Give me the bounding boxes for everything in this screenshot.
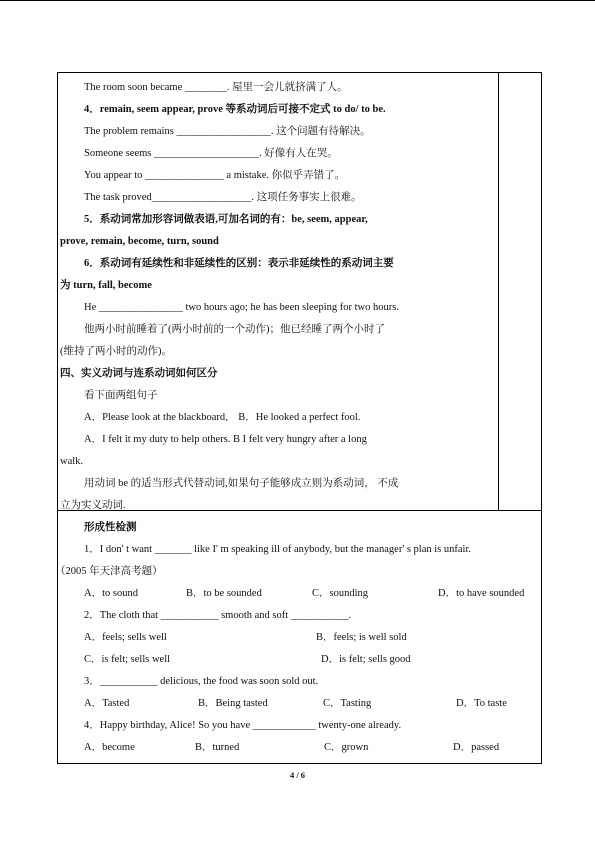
q3-option-a: A．Tasted	[84, 698, 130, 709]
text-line: Someone seems ____________________. 好像有人在哭。	[84, 148, 338, 159]
text-line: The task proved___________________. 这项任务事实上很难。	[84, 192, 362, 203]
question-3: 3．___________ delicious, the food was soon sold out.	[84, 676, 319, 687]
question-4: 4．Happy birthday, Alice! So you have ____________ twenty-one already.	[84, 720, 402, 731]
text-line: 5．系动词常加形容词做表语,可加名词的有：be, seem, appear,	[84, 214, 368, 225]
q4-option-a: A．become	[84, 742, 135, 753]
text-line: 为 turn, fall, become	[60, 280, 152, 291]
text-line: A．I felt it my duty to help others. B I felt very hungry after a long	[84, 434, 367, 445]
text-line: He ________________ two hours ago; he has been sleeping for two hours.	[84, 302, 399, 313]
q4-option-c: C．grown	[324, 742, 369, 753]
section-title: 形成性检测	[84, 522, 137, 533]
text-line: walk.	[60, 456, 84, 467]
q2-option-b: B．feels; is well sold	[316, 632, 407, 643]
q3-option-c: C．Tasting	[323, 698, 372, 709]
text-line: 看下面两组句子	[84, 390, 158, 401]
q2-option-a: A．feels; sells well	[84, 632, 167, 643]
text-line: 立为实义动词.	[60, 500, 126, 511]
q2-option-c: C．is felt; sells well	[84, 654, 171, 665]
q1-option-a: A．to sound	[84, 588, 138, 599]
column-divider	[498, 73, 499, 510]
q1-option-d: D．to have sounded	[438, 588, 525, 599]
text-line: 他两小时前睡着了(两小时前的一个动作)；他已经睡了两个小时了	[84, 324, 385, 335]
question-2: 2．The cloth that ___________ smooth and soft ___________.	[84, 610, 352, 621]
text-line: 6．系动词有延续性和非延续性的区别：表示非延续性的系动词主要	[84, 258, 394, 269]
text-line: 用动词 be 的适当形式代替动词,如果句子能够成立则为系动词， 不成	[84, 478, 399, 489]
text-line: A．Please look at the blackboard． B．He looked a perfect fool.	[84, 412, 361, 423]
q3-option-d: D．To taste	[456, 698, 507, 709]
text-line: 4．remain, seem appear, prove 等系动词后可接不定式 to do/ to be.	[84, 104, 386, 115]
q1-option-c: C．sounding	[312, 588, 369, 599]
text-line: The room soon became ________. 屋里一会儿就挤满了人。	[84, 82, 348, 93]
q2-option-d: D．is felt; sells good	[321, 654, 411, 665]
q4-option-b: B．turned	[195, 742, 240, 753]
question-1-source: （2005 年天津高考题）	[55, 566, 163, 577]
text-line: The problem remains __________________. 这个问题有待解决。	[84, 126, 371, 137]
q3-option-b: B．Being tasted	[198, 698, 268, 709]
page-number: 4 / 6	[289, 770, 306, 780]
section-heading: 四、实义动词与连系动词如何区分	[60, 368, 218, 379]
text-line: prove, remain, become, turn, sound	[60, 236, 219, 247]
text-line: (维持了两小时的动作)。	[60, 346, 172, 357]
header-rule	[0, 0, 595, 1]
q4-option-d: D．passed	[453, 742, 500, 753]
text-line: You appear to _______________ a mistake. 你似乎弄错了。	[84, 170, 346, 181]
question-1: 1．I don' t want _______ like I' m speaking ill of anybody, but the manager' s plan is unfair.	[84, 544, 472, 555]
q1-option-b: B．to be sounded	[186, 588, 262, 599]
